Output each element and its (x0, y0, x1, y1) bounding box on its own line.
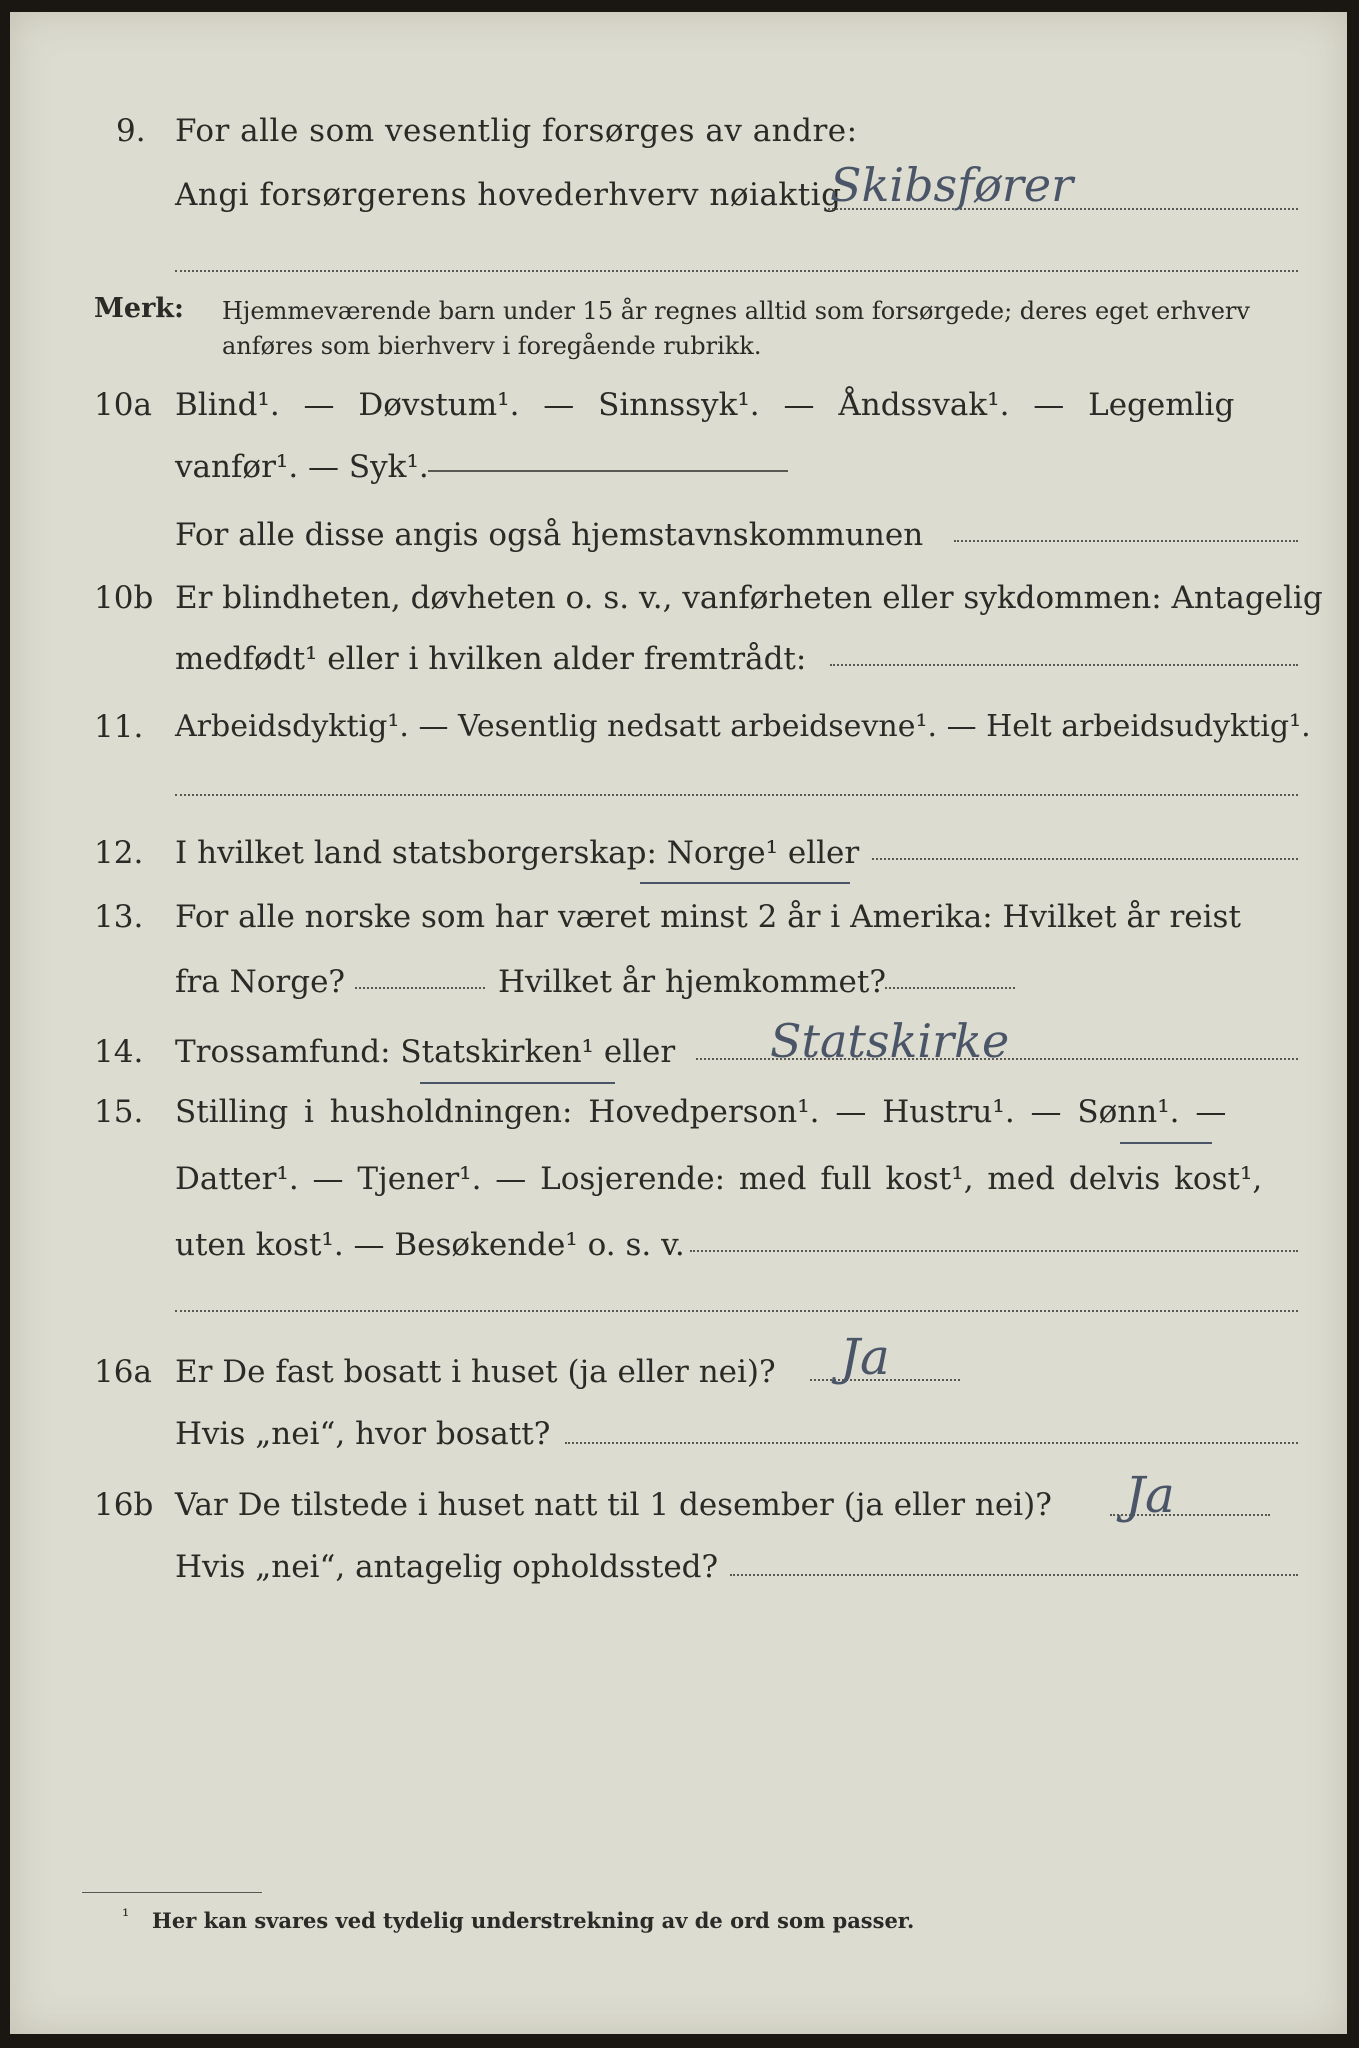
q13-line2b: Hvilket år hjemkommet? (498, 964, 886, 1000)
q9-number: 9. (116, 113, 146, 149)
footnote-mark: ¹ (122, 1906, 130, 1927)
q10a-number: 10a (94, 387, 152, 423)
q15-line3: uten kost¹. — Besøkende¹ o. s. v. (175, 1227, 685, 1263)
q15-answer-line (690, 1250, 1298, 1252)
q9-handwritten-answer: Skibsfører (830, 158, 1074, 212)
q10b-number: 10b (94, 580, 154, 616)
merk-line2: anføres som bierhverv i foregående rubrikk. (222, 332, 762, 360)
q13-number: 13. (94, 899, 144, 935)
q10b-answer-line (830, 664, 1298, 666)
q11-answer-line (175, 794, 1298, 796)
q13-line1: For alle norske som har været minst 2 år i Amerika: Hvilket år reist (175, 899, 1241, 935)
q16b-line1: Var De tilstede i huset natt til 1 desember (ja eller nei)? (175, 1487, 1052, 1523)
q15-number: 15. (94, 1094, 144, 1130)
q12-underline-mark (640, 882, 850, 884)
q16a-line2: Hvis „nei“, hvor bosatt? (175, 1416, 551, 1452)
q15-underline-mark (1120, 1142, 1212, 1144)
q15-extra-line (175, 1310, 1298, 1312)
q10b-line1: Er blindheten, døvheten o. s. v., vanførheten eller sykdommen: Antagelig (175, 580, 1323, 616)
form-page (10, 12, 1347, 2034)
merk-label: Merk: (94, 293, 184, 324)
q16a-residence-line (565, 1442, 1298, 1444)
q16b-line2: Hvis „nei“, antagelig opholdssted? (175, 1549, 719, 1585)
q14-underline-mark (420, 1082, 615, 1084)
q16a-handwritten-answer: Ja (840, 1328, 890, 1386)
q15-line1: Stilling i husholdningen: Hovedperson¹. — Hustru¹. — Sønn¹. — (175, 1094, 1227, 1130)
footnote-text: Her kan svares ved tydelig understrekning av de ord som passer. (152, 1908, 915, 1933)
q13-line2a: fra Norge? (175, 964, 346, 1000)
q14-handwritten-answer: Statskirke (770, 1014, 1010, 1068)
q10a-line1: Blind¹. — Døvstum¹. — Sinnssyk¹. — Åndssvak¹. — Legemlig (175, 387, 1235, 423)
q12-number: 12. (94, 835, 144, 871)
q10a-line3: For alle disse angis også hjemstavnskommunen (175, 517, 924, 553)
q12-answer-line (872, 858, 1298, 860)
q11-number: 11. (94, 709, 144, 745)
q14-number: 14. (94, 1034, 144, 1070)
q13-return-line (885, 987, 1015, 989)
q10b-line2: medfødt¹ eller i hvilken alder fremtrådt: (175, 641, 807, 677)
q16b-handwritten-answer: Ja (1125, 1466, 1175, 1524)
q13-departure-line (355, 987, 485, 989)
q9-extra-line (175, 270, 1298, 272)
q16b-number: 16b (94, 1487, 154, 1523)
q11-line1: Arbeidsdyktig¹. — Vesentlig nedsatt arbeidsevne¹. — Helt arbeidsudyktig¹. (175, 709, 1311, 744)
q14-line1: Trossamfund: Statskirken¹ eller (175, 1034, 676, 1070)
merk-line1: Hjemmeværende barn under 15 år regnes alltid som forsørgede; deres eget erhverv (222, 297, 1250, 325)
q16b-stay-line (730, 1574, 1298, 1576)
footnote-rule (82, 1892, 262, 1893)
q10a-line2: vanfør¹. — Syk¹. (175, 449, 429, 485)
q9-line1: For alle som vesentlig forsørges av andre: (175, 113, 858, 149)
q10a-hometown-line (954, 540, 1298, 542)
q12-line1: I hvilket land statsborgerskap: Norge¹ eller (175, 835, 860, 871)
q10a-answer-line (428, 470, 788, 472)
q15-line2: Datter¹. — Tjener¹. — Losjerende: med full kost¹, med delvis kost¹, (175, 1161, 1263, 1197)
q9-line2: Angi forsørgerens hovederhverv nøiaktig (175, 177, 842, 213)
q16a-number: 16a (94, 1354, 152, 1390)
q16a-line1: Er De fast bosatt i huset (ja eller nei)? (175, 1354, 776, 1390)
